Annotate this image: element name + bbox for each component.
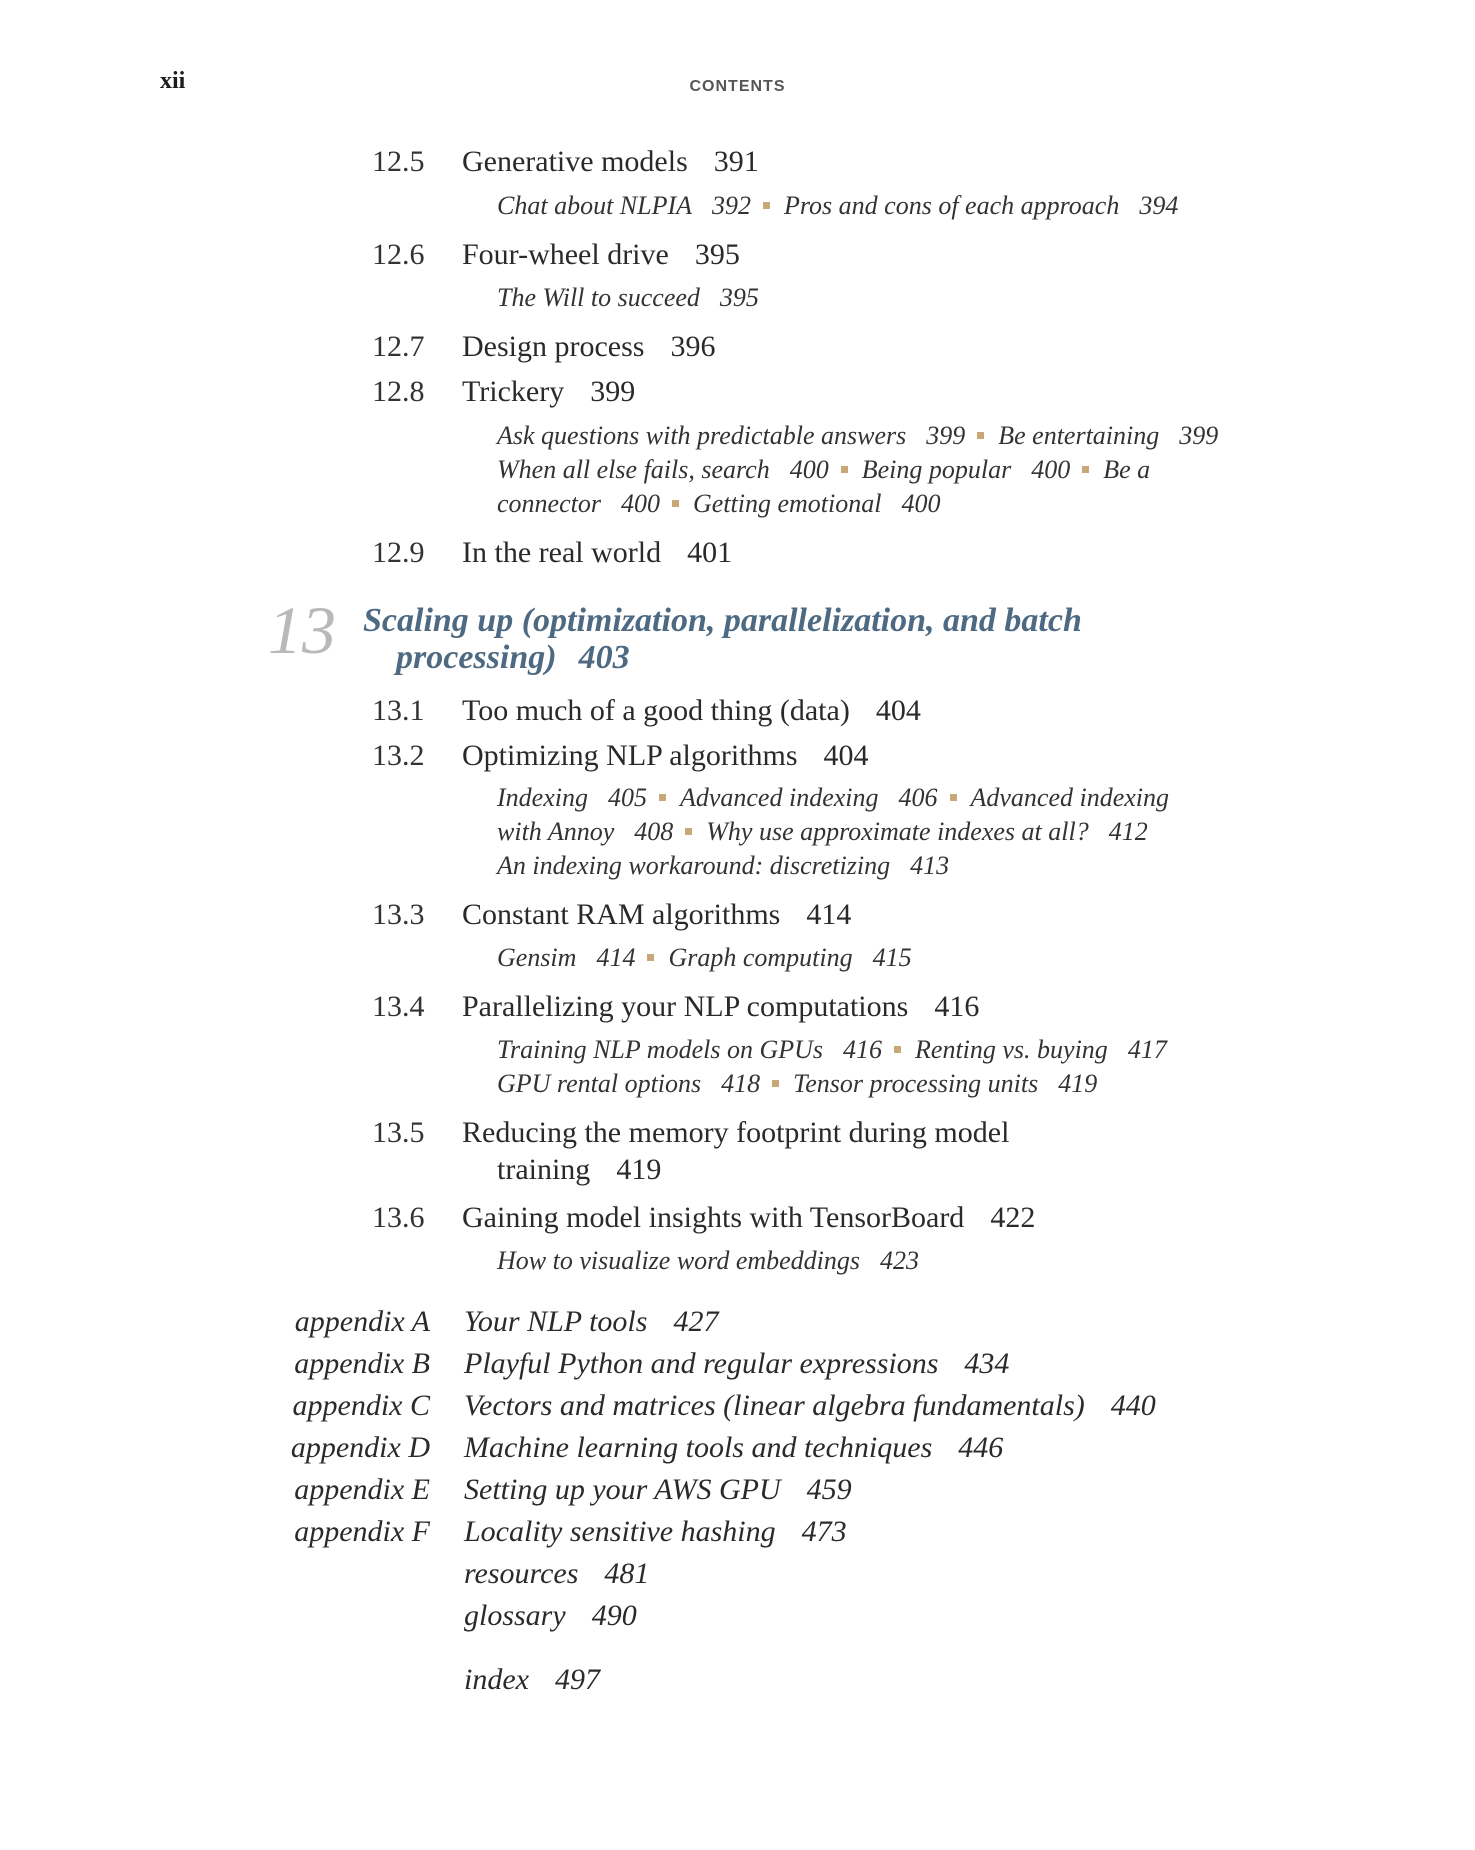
section-title: In the real world	[462, 536, 662, 569]
section-title: Design process	[462, 330, 645, 363]
appendix-label: appendix D	[290, 1431, 430, 1464]
sub-page: 419	[1058, 1069, 1098, 1098]
sub-title[interactable]: Being popular	[861, 455, 1012, 484]
toc-sub-13-6	[497, 1244, 919, 1278]
section-page: 396	[670, 330, 716, 363]
section-number: 12.7	[372, 330, 425, 363]
section-title: Optimizing NLP algorithms	[462, 739, 798, 772]
sub-title[interactable]: connector	[497, 489, 601, 518]
running-head: CONTENTS	[689, 78, 786, 95]
toc-section-12-5[interactable]	[0, 142, 1475, 182]
section-title: Trickery	[462, 375, 565, 408]
section-number: 13.2	[372, 739, 425, 772]
bullet-square	[977, 432, 984, 439]
section-page: 399	[590, 375, 636, 408]
toc-sub-12-6	[497, 281, 759, 315]
toc-sub-13-2-line1	[497, 781, 1169, 815]
toc-sub-12-5	[497, 189, 1178, 223]
bullet-square	[763, 202, 770, 209]
appendix-title: Machine learning tools and techniques	[464, 1431, 933, 1464]
sub-title[interactable]: When all else fails, search	[497, 455, 770, 484]
sub-title[interactable]: Be a	[1103, 455, 1151, 484]
sub-page: 395	[719, 283, 759, 312]
sub-page: 416	[843, 1035, 883, 1064]
appendix-title: Locality sensitive hashing	[464, 1515, 776, 1548]
appendix-label: appendix A	[294, 1305, 430, 1338]
appendix-page: 459	[806, 1473, 852, 1506]
chapter-title-line2: processing)	[396, 639, 557, 676]
sub-title[interactable]: Ask questions with predictable answers	[497, 421, 907, 450]
appendix-page: 446	[958, 1431, 1004, 1464]
toc-section-13-2[interactable]	[0, 736, 1475, 776]
backmatter-title: resources	[464, 1557, 579, 1590]
toc-section-12-8[interactable]	[0, 372, 1475, 412]
sub-page: 415	[872, 943, 912, 972]
sub-page: 392	[712, 191, 752, 220]
bullet-square	[685, 828, 692, 835]
section-title: Gaining model insights with TensorBoard	[462, 1201, 965, 1234]
toc-section-13-5-cont[interactable]	[0, 1150, 1475, 1190]
backmatter-page: 490	[591, 1599, 637, 1632]
sub-title[interactable]: Gensim	[497, 943, 577, 972]
section-title-cont: training	[497, 1153, 591, 1186]
sub-title[interactable]: Tensor processing units	[793, 1069, 1039, 1098]
section-page: 419	[616, 1153, 662, 1186]
section-number: 12.6	[372, 238, 425, 271]
section-title: Four-wheel drive	[462, 238, 669, 271]
section-page: 416	[934, 990, 980, 1023]
sub-page: 400	[789, 455, 829, 484]
section-number: 13.6	[372, 1201, 425, 1234]
chapter-title-line1: Scaling up (optimization, parallelization, and batch	[363, 602, 1082, 639]
sub-page: 394	[1139, 191, 1179, 220]
appendix-page: 427	[673, 1305, 719, 1338]
section-title: Parallelizing your NLP computations	[462, 990, 909, 1023]
toc-sub-13-3	[497, 941, 912, 975]
toc-sub-12-8-line2	[497, 453, 1150, 487]
backmatter-page: 497	[554, 1663, 600, 1696]
sub-title[interactable]: Advanced indexing	[970, 783, 1170, 812]
toc-appendix-f[interactable]	[0, 1512, 1475, 1552]
toc-section-13-3[interactable]	[0, 895, 1475, 935]
section-title: Generative models	[462, 145, 688, 178]
sub-title[interactable]: Renting vs. buying	[915, 1035, 1108, 1064]
sub-title[interactable]: with Annoy	[497, 817, 615, 846]
appendix-label: appendix F	[294, 1515, 430, 1548]
toc-index[interactable]	[0, 1660, 1475, 1700]
sub-page: 412	[1108, 817, 1148, 846]
sub-page: 418	[721, 1069, 761, 1098]
bullet-square	[659, 794, 666, 801]
sub-title[interactable]: Graph computing	[668, 943, 853, 972]
appendix-label: appendix B	[294, 1347, 430, 1380]
toc-sub-12-8-line1	[497, 419, 1218, 453]
sub-title[interactable]: GPU rental options	[497, 1069, 702, 1098]
section-title: Too much of a good thing (data)	[462, 694, 850, 727]
sub-title[interactable]: Getting emotional	[692, 489, 882, 518]
section-page: 422	[990, 1201, 1036, 1234]
bullet-square	[950, 794, 957, 801]
section-page: 391	[713, 145, 759, 178]
section-page: 404	[875, 694, 921, 727]
sub-page: 400	[1031, 455, 1071, 484]
toc-appendix-e[interactable]	[0, 1470, 1475, 1510]
appendix-label: appendix C	[292, 1389, 430, 1422]
sub-page: 414	[596, 943, 636, 972]
sub-page: 399	[1179, 421, 1219, 450]
bullet-square	[894, 1046, 901, 1053]
backmatter-page: 481	[604, 1557, 650, 1590]
chapter-page: 403	[578, 639, 630, 676]
sub-page: 400	[901, 489, 941, 518]
toc-appendix-a[interactable]	[0, 1302, 1475, 1342]
toc-section-13-4[interactable]	[0, 987, 1475, 1027]
sub-title[interactable]: An indexing workaround: discretizing	[497, 851, 891, 880]
sub-title[interactable]: Be entertaining	[998, 421, 1160, 450]
section-page: 404	[823, 739, 869, 772]
bullet-square	[772, 1080, 779, 1087]
section-number: 13.3	[372, 898, 425, 931]
bullet-square	[841, 466, 848, 473]
sub-page: 405	[607, 783, 647, 812]
toc-section-13-5[interactable]	[0, 1113, 1475, 1153]
page-number: xii	[160, 68, 186, 94]
toc-appendix-b[interactable]	[0, 1344, 1475, 1384]
sub-page: 413	[910, 851, 950, 880]
sub-page: 408	[634, 817, 674, 846]
section-number: 12.9	[372, 536, 425, 569]
toc-sub-13-4-line2	[497, 1067, 1097, 1101]
sub-title[interactable]: Indexing	[497, 783, 588, 812]
section-page: 395	[694, 238, 740, 271]
section-number: 12.8	[372, 375, 425, 408]
sub-page: 399	[926, 421, 966, 450]
section-title: Reducing the memory footprint during model	[462, 1116, 1010, 1149]
chapter-title[interactable]	[363, 602, 1082, 676]
appendix-page: 434	[964, 1347, 1010, 1380]
toc-appendix-c[interactable]	[0, 1386, 1475, 1426]
toc-section-12-7[interactable]	[0, 327, 1475, 367]
toc-section-13-1[interactable]	[0, 691, 1475, 731]
toc-sub-13-2-line2	[497, 815, 1148, 849]
bullet-square	[647, 954, 654, 961]
toc-glossary[interactable]	[0, 1596, 1475, 1636]
toc-sub-13-4-line1	[497, 1033, 1167, 1067]
appendix-title: Setting up your AWS GPU	[464, 1473, 781, 1506]
sub-title[interactable]: Chat about NLPIA	[497, 191, 693, 220]
section-number: 13.4	[372, 990, 425, 1023]
toc-resources[interactable]	[0, 1554, 1475, 1594]
toc-section-12-9[interactable]	[0, 533, 1475, 573]
section-number: 13.1	[372, 694, 425, 727]
chapter-number: 13	[268, 592, 336, 668]
appendix-label: appendix E	[294, 1473, 430, 1506]
sub-page: 400	[620, 489, 660, 518]
toc-section-13-6[interactable]	[0, 1198, 1475, 1238]
backmatter-title: glossary	[464, 1599, 566, 1632]
bullet-square	[1082, 466, 1089, 473]
section-number: 13.5	[372, 1116, 425, 1149]
appendix-title: Vectors and matrices (linear algebra fundamentals)	[464, 1389, 1085, 1422]
section-page: 414	[806, 898, 852, 931]
sub-title[interactable]: Why use approximate indexes at all?	[706, 817, 1089, 846]
toc-appendix-d[interactable]	[0, 1428, 1475, 1468]
sub-title[interactable]: How to visualize word embeddings	[497, 1246, 861, 1275]
section-number: 12.5	[372, 145, 425, 178]
sub-page: 423	[880, 1246, 920, 1275]
toc-sub-13-2-line3	[497, 849, 949, 883]
appendix-page: 473	[801, 1515, 847, 1548]
sub-title[interactable]: Advanced indexing	[679, 783, 879, 812]
appendix-page: 440	[1110, 1389, 1156, 1422]
appendix-title: Your NLP tools	[464, 1305, 648, 1338]
bullet-square	[672, 500, 679, 507]
backmatter-title: index	[464, 1663, 529, 1696]
toc-sub-12-8-line3	[497, 487, 940, 521]
sub-title[interactable]: Pros and cons of each approach	[784, 191, 1120, 220]
sub-title[interactable]: Training NLP models on GPUs	[497, 1035, 824, 1064]
section-page: 401	[687, 536, 733, 569]
sub-page: 406	[898, 783, 938, 812]
sub-title[interactable]: The Will to succeed	[497, 283, 700, 312]
sub-page: 417	[1127, 1035, 1167, 1064]
section-title: Constant RAM algorithms	[462, 898, 781, 931]
toc-section-12-6[interactable]	[0, 235, 1475, 275]
appendix-title: Playful Python and regular expressions	[464, 1347, 939, 1380]
